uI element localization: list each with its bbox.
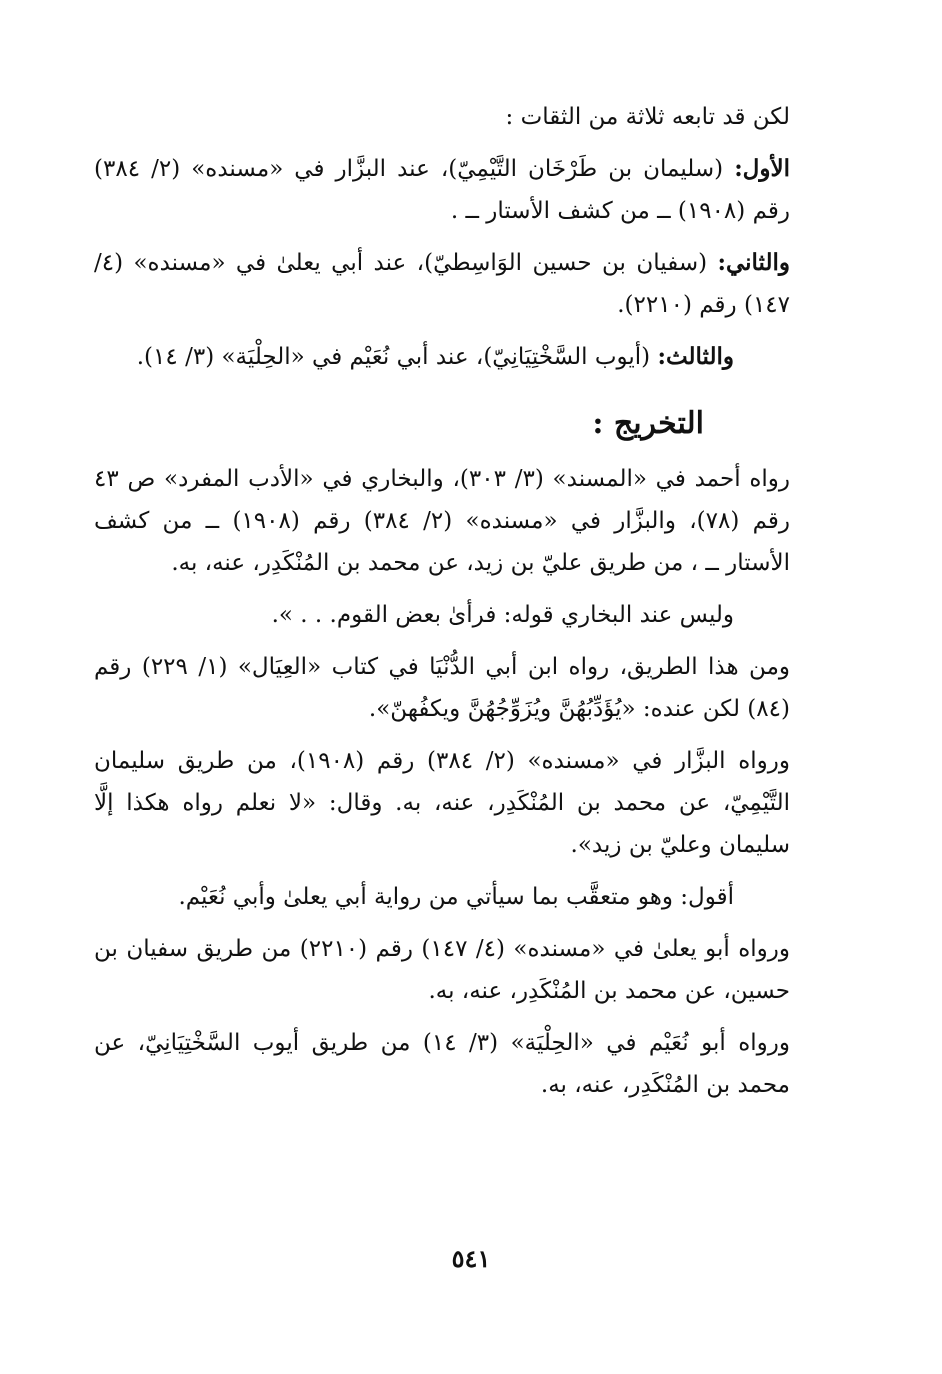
intro-line: لكن قد تابعه ثلاثة من الثقات : [505,104,790,130]
paragraph-6: ورواه أبو يعلىٰ في «مسنده» (٤/ ١٤٧) رقم (٢٢١٠) من طريق سفيان بن حسين، عن محمد بن المُنْكَدِر، عنه، به. [94,936,791,1004]
follower-first [94,148,790,232]
paragraph-3: ومن هذا الطريق، رواه ابن أبي الدُّنْيَا في كتاب «العِيَال» (١/ ٢٢٩) رقم (٨٤) لكن عنده: «يُؤَدِّبُهُنَّ ويُزَوِّجُهُنَّ ويكفُهنّ». [94,654,790,722]
follower-second-text: (سفيان بن حسين الوَاسِطيّ)، عند أبي يعلىٰ في «مسنده» (٤/ ١٤٧) رقم (٢٢١٠). [94,250,790,318]
paragraph-2: وليس عند البخاري قوله: فرأىٰ بعض القوم. . . ». [271,602,734,628]
follower-third-label: والثالث: [657,343,734,370]
paragraph-5: أقول: وهو متعقَّب بما سيأتي من رواية أبي يعلىٰ وأبي نُعَيْم. [178,884,734,910]
follower-third [94,336,790,378]
follower-third-text: (أيوب السَّخْتِيَانِيّ)، عند أبي نُعَيْم في «الحِلْيَة» (٣/ ١٤). [136,344,651,370]
follower-second [94,242,790,326]
page-content [94,96,790,1106]
paragraph-4: ورواه البزَّار في «مسنده» (٢/ ٣٨٤) رقم (١٩٠٨)، من طريق سليمان التَّيْمِيّ، عن محمد بن المُنْكَدِر، عنه، به. وقال: «لا نعلم رواه هكذا إلَّا سليمان وعليّ بن زيد». [94,748,791,858]
follower-second-label: والثاني: [717,249,790,276]
page-number: ٥٤١ [451,1244,491,1273]
section-title-takhrij: التخريج : [592,406,704,441]
paragraph-1: رواه أحمد في «المسند» (٣/ ٣٠٣)، والبخاري في «الأدب المفرد» ص ٤٣ رقم (٧٨)، والبزَّار في «مسنده» (٢/ ٣٨٤) رقم (١٩٠٨) ــ من كشف الأستار ــ ، من طريق عليّ بن زيد، عن محمد بن المُنْكَدِر، عنه، به. [94,466,790,576]
follower-first-label: الأول: [734,155,791,182]
follower-first-text: (سليمان بن طَرْخَان التَّيْمِيّ)، عند البزَّار في «مسنده» (٢/ ٣٨٤) رقم (١٩٠٨) ــ من كشف الأستار ــ . [94,156,790,224]
paragraph-7: ورواه أبو نُعَيْم في «الحِلْيَة» (٣/ ١٤) من طريق أيوب السَّخْتِيَانِيّ، عن محمد بن المُنْكَدِر، عنه، به. [94,1030,790,1098]
